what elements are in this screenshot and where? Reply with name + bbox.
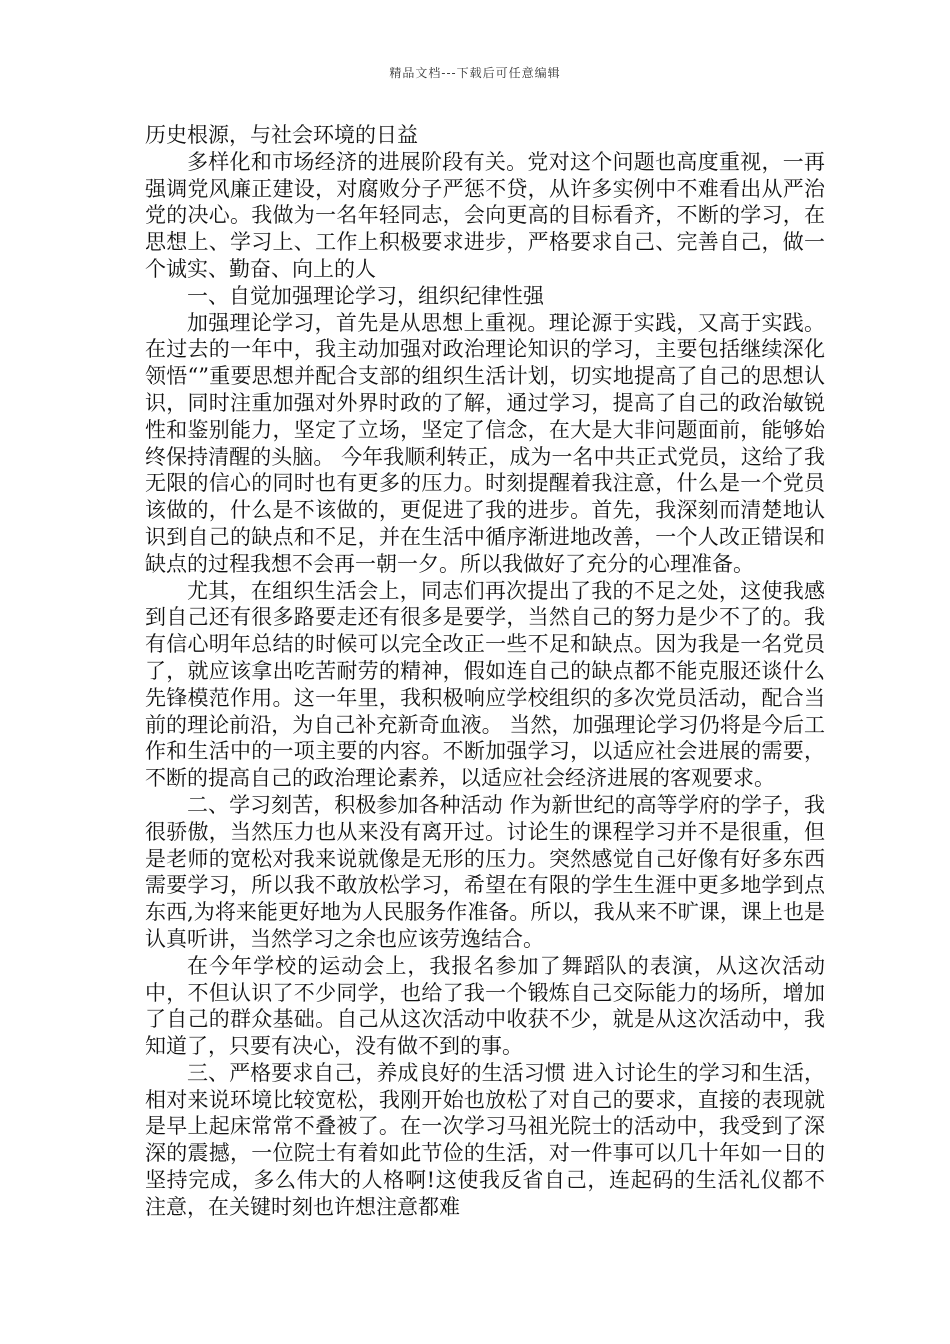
paragraph: 多样化和市场经济的进展阶段有关。党对这个问题也高度重视，一再强调党风廉正建设，对腐败分子严惩不贷，从许多实例中不难看出从严治党的决心。我做为一名年轻同志，会向更高的目标看齐，不断的学习，在思想上、学习上、工作上积极要求进步，严格要求自己、完善自己，做一个诚实、勤奋、向上的人 <box>145 149 825 281</box>
page-header: 精品文档---下载后可任意编辑 <box>389 66 561 80</box>
section-heading-3-paragraph: 三、严格要求自己，养成良好的生活习惯 进入讨论生的学习和生活，相对来说环境比较宽松，我刚开始也放松了对自己的要求，直接的表现就是早上起床常常不叠被了。在一次学习马祖光院士的活动中，我受到了深深的震撼，一位院士有着如此节俭的生活，对一件事可以几十年如一日的坚持完成，多么伟大的人格啊!这使我反省自己，连起码的生活礼仪都不注意，在关键时刻也许想注意都难 <box>145 1060 825 1219</box>
paragraph: 尤其，在组织生活会上，同志们再次提出了我的不足之处，这使我感到自己还有很多路要走还有很多是要学，当然自己的努力是少不了的。我有信心明年总结的时候可以完全改正一些不足和缺点。因为我是一名党员了，就应该拿出吃苦耐劳的精神，假如连自己的缺点都不能克服还谈什么先锋模范作用。这一年里，我积极响应学校组织的多次党员活动，配合当前的理论前沿，为自己补充新奇血液。 当然，加强理论学习仍将是今后工作和生活中的一项主要的内容。不断加强学习，以适应社会进展的需要，不断的提高自己的政治理论素养，以适应社会经济进展的客观要求。 <box>145 578 825 791</box>
section-heading-2-paragraph: 二、学习刻苦，积极参加各种活动 作为新世纪的高等学府的学子，我很骄傲，当然压力也从来没有离开过。讨论生的课程学习并不是很重，但是老师的宽松对我来说就像是无形的压力。突然感觉自己好像有好多东西需要学习，所以我不敢放松学习，希望在有限的学生生涯中更多地学到点东西,为将来能更好地为人民服务作准备。所以，我从来不旷课，课上也是认真听讲，当然学习之余也应该劳逸结合。 <box>145 792 825 951</box>
paragraph: 加强理论学习，首先是从思想上重视。理论源于实践，又高于实践。在过去的一年中，我主动加强对政治理论知识的学习，主要包括继续深化领悟“”重要思想并配合支部的组织生活计划，切实地提高了自己的思想认识，同时注重加强对外界时政的了解，通过学习，提高了自己的政治敏锐性和鉴别能力，坚定了立场，坚定了信念，在大是大非问题面前，能够始终保持清醒的头脑。 今年我顺利转正，成为一名中共正式党员，这给了我无限的信心的同时也有更多的压力。时刻提醒着我注意，什么是一个党员该做的，什么是不该做的，更促进了我的进步。首先，我深刻而清楚地认识到自己的缺点和不足，并在生活中循序渐进地改善，一个人改正错误和缺点的过程我想不会再一朝一夕。所以我做好了充分的心理准备。 <box>145 310 825 576</box>
section-heading-1: 一、自觉加强理论学习，组织纪律性强 <box>187 283 544 308</box>
paragraph: 在今年学校的运动会上，我报名参加了舞蹈队的表演，从这次活动中，不但认识了不少同学，也给了我一个锻炼自己交际能力的场所，增加了自己的群众基础。自己从这次活动中收获不少，就是从这次活动中，我知道了，只要有决心，没有做不到的事。 <box>145 953 825 1059</box>
paragraph-continuation: 历史根源，与社会环境的日益 <box>145 123 418 147</box>
document-body <box>145 122 825 1221</box>
